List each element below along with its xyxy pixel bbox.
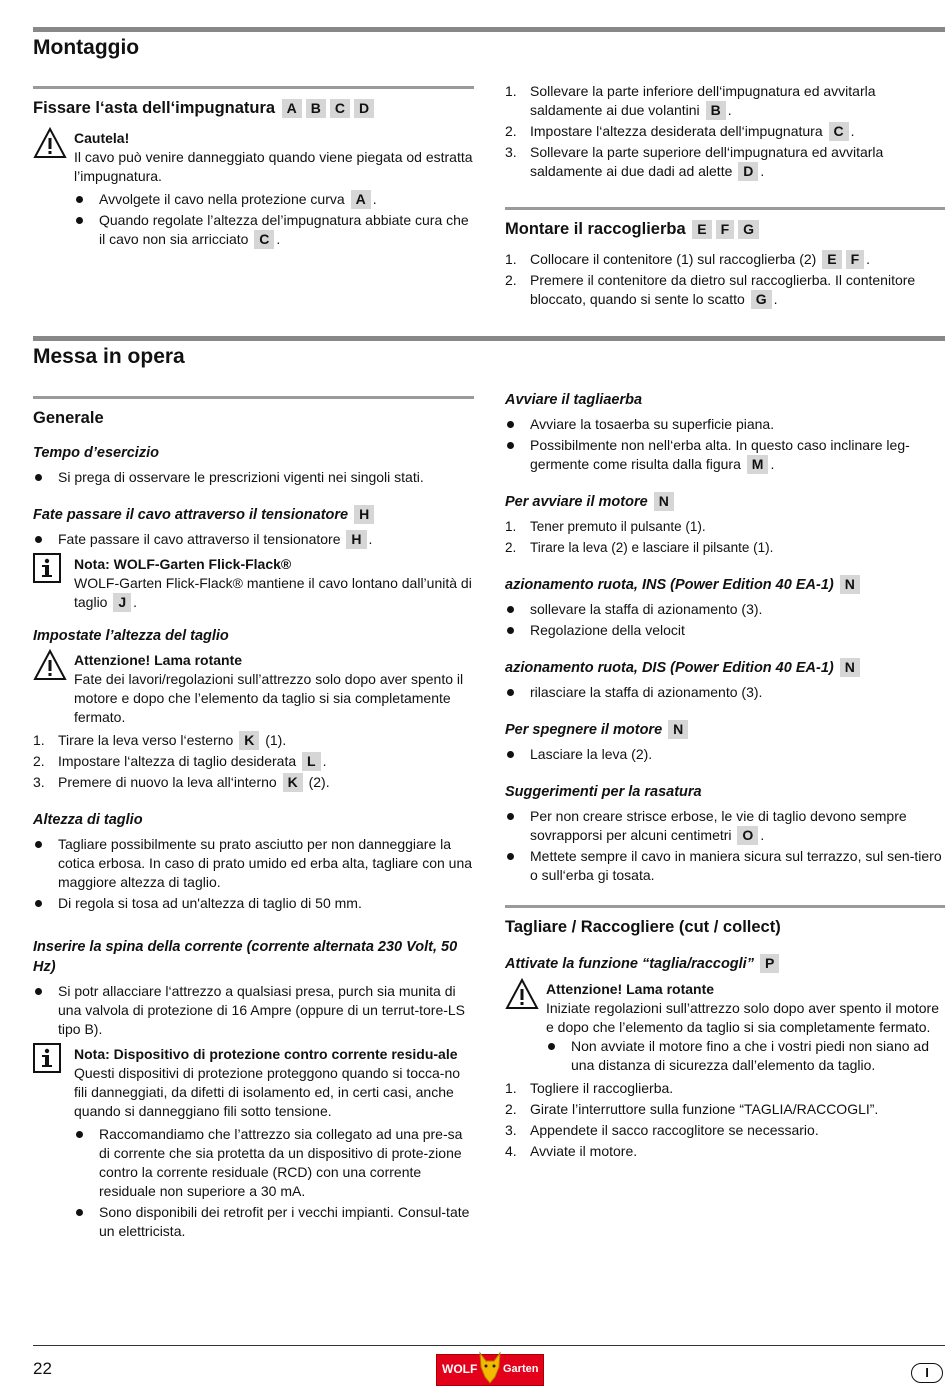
- list-item: Sono disponibili dei retrofit per i vecchi impianti. Consul-tate un elettricista.: [74, 1203, 474, 1241]
- list-item: Per non creare strisce erbose, le vie di taglio devono sempre sovrapporsi per alcuni centimetri O .: [505, 807, 945, 845]
- list-item: sollevare la staffa di azionamento (3).: [505, 600, 945, 619]
- attention-title: Attenzione! Lama rotante: [74, 652, 243, 668]
- suggerimenti-title: Suggerimenti per la rasatura: [505, 784, 702, 800]
- altezza-di-taglio-title: Altezza di taglio: [33, 812, 143, 828]
- info-icon: [33, 553, 61, 583]
- footer-rule: [33, 1345, 945, 1346]
- step-item: 3. Appendete il sacco raccoglitore se necessario.: [505, 1122, 819, 1138]
- cavo-title: Fate passare il cavo attraverso il tensionatore H: [33, 505, 474, 525]
- list-item: Si prega di osservare le prescrizioni vigenti nei singoli stati.: [33, 468, 474, 487]
- note-text: WOLF-Garten Flick-Flack® mantiene il cavo lontano dall’unità di taglio J .: [74, 575, 472, 610]
- warning-triangle-icon: [33, 649, 67, 681]
- impugnatura-steps: [505, 82, 945, 183]
- list-item: Lasciare la leva (2).: [505, 745, 945, 764]
- list-item: Avviare la tosaerba su superficie piana.: [505, 415, 945, 434]
- step-item: 2. Impostare l‘altezza desiderata dell‘impugnatura C .: [505, 123, 855, 139]
- list-item: Tagliare possibilmente su prato asciutto per non danneggiare la cotica erbosa. In caso di prato umido ed erba alta, tagliare con una maggiore altezza di taglio.: [33, 835, 474, 892]
- step-item: 1. Tener premuto il pulsante (1).: [505, 519, 706, 534]
- motore-title: Per avviare il motore N: [505, 492, 945, 512]
- note-block: [33, 555, 474, 612]
- list-item: Regolazione della velocit: [505, 621, 945, 640]
- list-item: Raccomandiamo che l’attrezzo sia collegato ad una pre-sa di corrente che sia protetta da un dispositivo di prote-zione contro la corrente residuale (RCD) con una corrente residuale non superiore a 30 mA.: [74, 1125, 474, 1201]
- caution-block: [33, 129, 474, 249]
- figure-label: A: [282, 99, 302, 118]
- subsection-rule: [505, 207, 945, 210]
- step-item: 1. Tirare la leva verso l‘esterno K (1).: [33, 732, 287, 748]
- step-item: 4. Avviate il motore.: [505, 1143, 638, 1159]
- list-item: Fate passare il cavo attraverso il tensionatore H .: [33, 530, 474, 549]
- step-item: 2. Girate l’interruttore sulla funzione “TAGLIA/RACCOGLI”.: [505, 1101, 879, 1117]
- altezza-title: Impostate l’altezza del taglio: [33, 628, 229, 644]
- attention-text: Iniziate regolazioni sull’attrezzo solo dopo aver spento il motore e dopo che l’elemento da taglio si sia completamente fermato.: [546, 1000, 939, 1035]
- attention-block: [505, 980, 945, 1075]
- step-item: 2. Impostare l‘altezza di taglio desiderata L .: [33, 753, 327, 769]
- subsection-rule: [33, 396, 474, 399]
- generale-section: [33, 396, 474, 1259]
- info-icon: [33, 1043, 61, 1073]
- attention-title: Attenzione! Lama rotante: [546, 981, 715, 997]
- list-item: Mettete sempre il cavo in maniera sicura sul terrazzo, sul sen-tiero o sull‘erba gi tosata.: [505, 847, 945, 885]
- tempo-title: Tempo d’esercizio: [33, 445, 159, 461]
- warning-triangle-icon: [505, 978, 539, 1010]
- list-item: Si potr allacciare l‘attrezzo a qualsiasi presa, purch sia munita di una valvola di protezione di 16 Ampre (oppure di un terrut-tore-LS tipo B).: [33, 982, 474, 1039]
- attention-text: Fate dei lavori/regolazioni sull’attrezzo solo dopo aver spento il motore e dopo che l’elemento da taglio si sia completamente fermato.: [74, 671, 464, 725]
- warning-triangle-icon: [33, 127, 67, 159]
- logo-text-left: WOLF: [442, 1362, 478, 1376]
- step-item: 2. Tirare la leva (2) e lasciare il pilsante (1).: [505, 540, 774, 555]
- figure-label: B: [306, 99, 326, 118]
- step-item: 3. Sollevare la parte superiore dell‘impugnatura ed avvitarla saldamente ai due dadi ad alette D .: [505, 144, 884, 179]
- figure-label: C: [330, 99, 350, 118]
- step-item: 2. Premere il contenitore da dietro sul raccoglierba. Il contenitore bloccato, quando si sente lo scatto G .: [505, 272, 916, 307]
- step-item: 3. Premere di nuovo la leva all‘interno K (2).: [33, 774, 330, 790]
- caution-text: Il cavo può venire danneggiato quando viene piegata od estratta l’impugnatura.: [74, 149, 473, 184]
- list-item: Quando regolate l’altezza del’impugnatura abbiate cura che il cavo non sia arricciato C .: [74, 211, 474, 249]
- step-item: 1. Collocare il contenitore (1) sul raccoglierba (2) E F .: [505, 251, 871, 267]
- note-text: Questi dispositivi di protezione proteggono quando si tocca-no fili danneggiati, da difetti di isolamento ed, in certi casi, anche quando si danneggiano fili sotto tensione.: [74, 1065, 461, 1119]
- section-title-montaggio: Montaggio: [33, 36, 140, 59]
- dis-title: azionamento ruota, DIS (Power Edition 40 EA-1) N: [505, 658, 945, 678]
- note-title: Nota: Dispositivo di protezione contro corrente residu-ale: [74, 1046, 458, 1062]
- raccoglierba-title: Montare il raccoglierba E F G: [505, 218, 945, 240]
- list-item: Non avviate il motore fino a che i vostri piedi non siano ad una distanza di sicurezza dall’elemento da taglio.: [546, 1037, 945, 1075]
- fissare-section: [33, 86, 474, 253]
- caution-title: Cautela!: [74, 130, 130, 146]
- section-title-messa: Messa in opera: [33, 345, 185, 368]
- list-item: Avvolgete il cavo nella protezione curva A .: [74, 190, 474, 209]
- fissare-title: Fissare l‘asta dell‘impugnatura A B C D: [33, 97, 474, 119]
- page-number: 22: [33, 1359, 52, 1378]
- spegnere-title: Per spegnere il motore N: [505, 720, 945, 740]
- list-item: Possibilmente non nell‘erba alta. In questo caso inclinare leg-germente come risulta dalla figura M .: [505, 436, 945, 474]
- funzione-title: Attivate la funzione “taglia/raccogli” P: [505, 954, 945, 974]
- ins-title: azionamento ruota, INS (Power Edition 40 EA-1) N: [505, 575, 945, 595]
- step-item: 1. Sollevare la parte inferiore dell‘impugnatura ed avvitarla saldamente ai due volantini B .: [505, 83, 876, 118]
- tagliare-title: Tagliare / Raccogliere (cut / collect): [505, 918, 781, 936]
- language-badge: I: [911, 1363, 943, 1383]
- spina-title: Inserire la spina della corrente (corrente alternata 230 Volt, 50 Hz): [33, 939, 458, 975]
- wolf-garten-logo: [436, 1354, 544, 1386]
- avviare-title: Avviare il tagliaerba: [505, 392, 643, 408]
- note-title: Nota: WOLF-Garten Flick-Flack®: [74, 556, 292, 572]
- figure-label: D: [354, 99, 374, 118]
- list-item: rilasciare la staffa di azionamento (3).: [505, 683, 945, 702]
- note-block: [33, 1045, 474, 1241]
- logo-text-right: Garten: [503, 1363, 539, 1375]
- generale-title: Generale: [33, 409, 104, 427]
- step-item: 1. Togliere il raccoglierba.: [505, 1080, 674, 1096]
- top-rule: [33, 27, 945, 32]
- wolf-head-icon: [477, 1351, 503, 1387]
- subsection-rule: [505, 905, 945, 908]
- attention-block: [33, 651, 474, 727]
- raccoglierba-section: [505, 207, 945, 311]
- list-item: Di regola si tosa ad un'altezza di taglio di 50 mm.: [33, 894, 474, 913]
- operation-section: [505, 390, 945, 1163]
- section-rule: [33, 336, 945, 341]
- subsection-rule: [33, 86, 474, 89]
